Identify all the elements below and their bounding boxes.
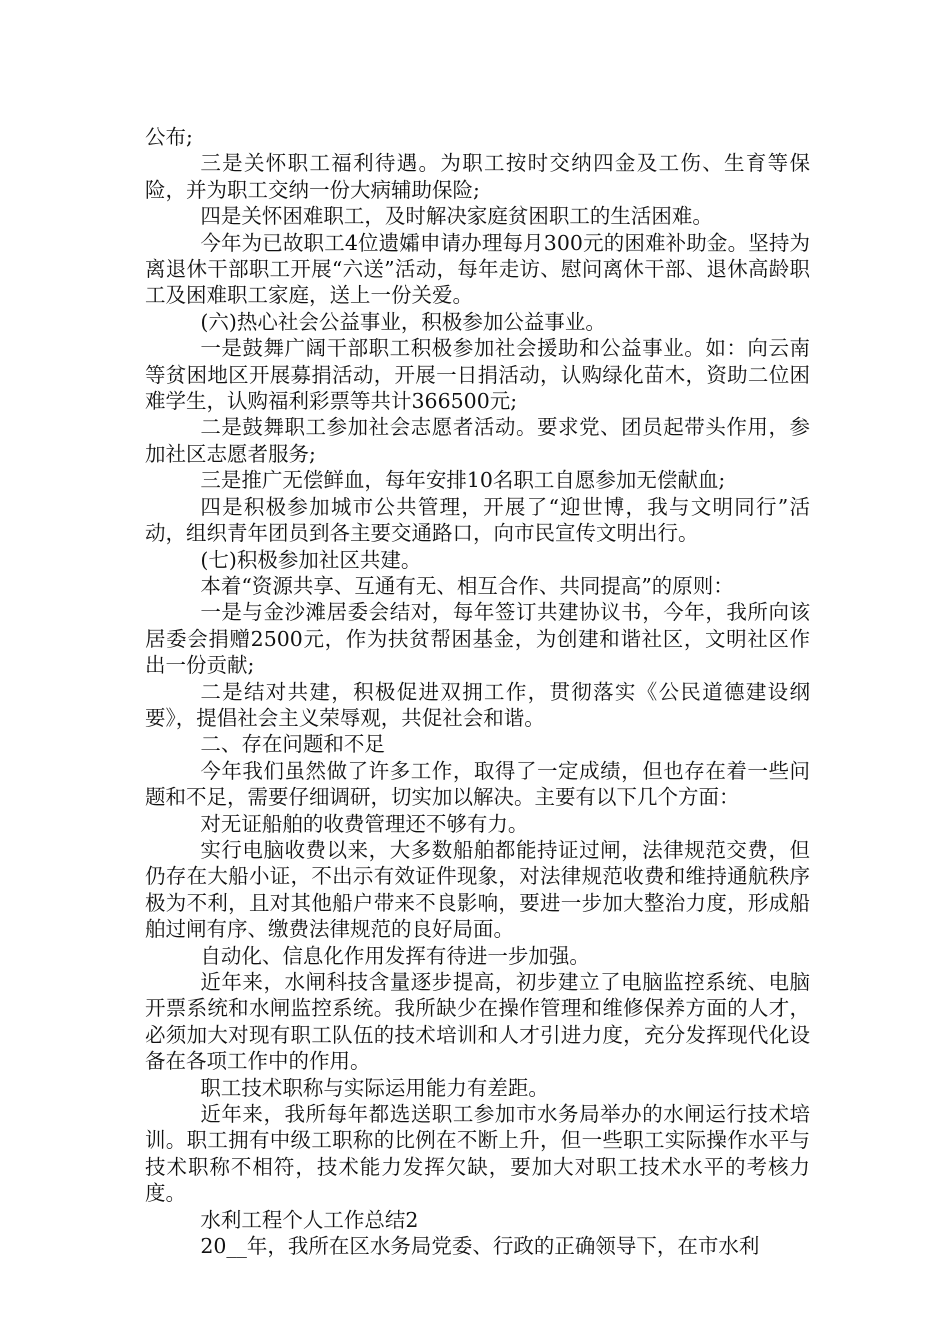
paragraph: 今年为已故职工4位遗孀申请办理每月300元的困难补助金。坚持为离退休干部职工开展“六送”活动，每年走访、慰问离休干部、退休高龄职工及困难职工家庭，送上一份关爱。 [145, 230, 810, 308]
paragraph: (六)热心社会公益事业，积极参加公益事业。 [200, 309, 606, 334]
document-body [145, 124, 810, 1259]
paragraph: 对无证船舶的收费管理还不够有力。 [200, 811, 529, 836]
paragraph: 20__年，我所在区水务局党委、行政的正确领导下，在市水利 [200, 1234, 760, 1259]
paragraph: (七)积极参加社区共建。 [200, 547, 422, 572]
paragraph: 四是积极参加城市公共管理，开展了“迎世博，我与文明同行”活动，组织青年团员到各主要交通路口，向市民宣传文明出行。 [145, 494, 810, 546]
paragraph: 公布; [145, 125, 193, 149]
paragraph: 实行电脑收费以来，大多数船舶都能持证过闸，法律规范交费，但仍存在大船小证，不出示有效证件现象，对法律规范收费和维持通航秩序极为不利，且对其他船户带来不良影响，要进一步加大整治力度，形成船舶过闸有序、缴费法律规范的良好局面。 [145, 837, 810, 942]
paragraph: 职工技术职称与实际运用能力有差距。 [200, 1075, 549, 1100]
paragraph: 一是鼓舞广阔干部职工积极参加社会援助和公益事业。如：向云南等贫困地区开展募捐活动，开展一日捐活动，认购绿化苗木，资助二位困难学生，认购福利彩票等共计366500元; [145, 336, 810, 414]
paragraph: 近年来，水闸科技含量逐步提高，初步建立了电脑监控系统、电脑开票系统和水闸监控系统。我所缺少在操作管理和维修保养方面的人才，必须加大对现有职工队伍的技术培训和人才引进力度，充分发挥现代化设备在各项工作中的作用。 [145, 970, 810, 1074]
paragraph: 二是结对共建，积极促进双拥工作，贯彻落实《公民道德建设纲要》，提倡社会主义荣辱观，共促社会和谐。 [145, 679, 810, 730]
paragraph: 三是推广无偿鲜血，每年安排10名职工自愿参加无偿献血; [200, 468, 726, 493]
paragraph: 二是鼓舞职工参加社会志愿者活动。要求党、团员起带头作用，参加社区志愿者服务; [145, 415, 810, 466]
paragraph: 水利工程个人工作总结2 [200, 1207, 419, 1232]
paragraph: 三是关怀职工福利待遇。为职工按时交纳四金及工伤、生育等保险，并为职工交纳一份大病辅助保险; [145, 151, 810, 202]
paragraph: 今年我们虽然做了许多工作，取得了一定成绩，但也存在着一些问题和不足，需要仔细调研，切实加以解决。主要有以下几个方面： [145, 758, 810, 810]
paragraph: 二、存在问题和不足 [200, 732, 385, 757]
paragraph: 四是关怀困难职工，及时解决家庭贫困职工的生活困难。 [200, 204, 713, 229]
paragraph: 自动化、信息化作用发挥有待进一步加强。 [200, 943, 590, 968]
paragraph: 一是与金沙滩居委会结对，每年签订共建协议书，今年，我所向该居委会捐赠2500元，作为扶贫帮困基金，为创建和谐社区，文明社区作出一份贡献; [145, 600, 810, 678]
paragraph: 近年来，我所每年都选送职工参加市水务局举办的水闸运行技术培训。职工拥有中级工职称的比例在不断上升，但一些职工实际操作水平与技术职称不相符，技术能力发挥欠缺，要加大对职工技术水平的考核力度。 [145, 1102, 810, 1206]
paragraph: 本着“资源共享、互通有无、相互合作、共同提高”的原则： [200, 573, 734, 598]
